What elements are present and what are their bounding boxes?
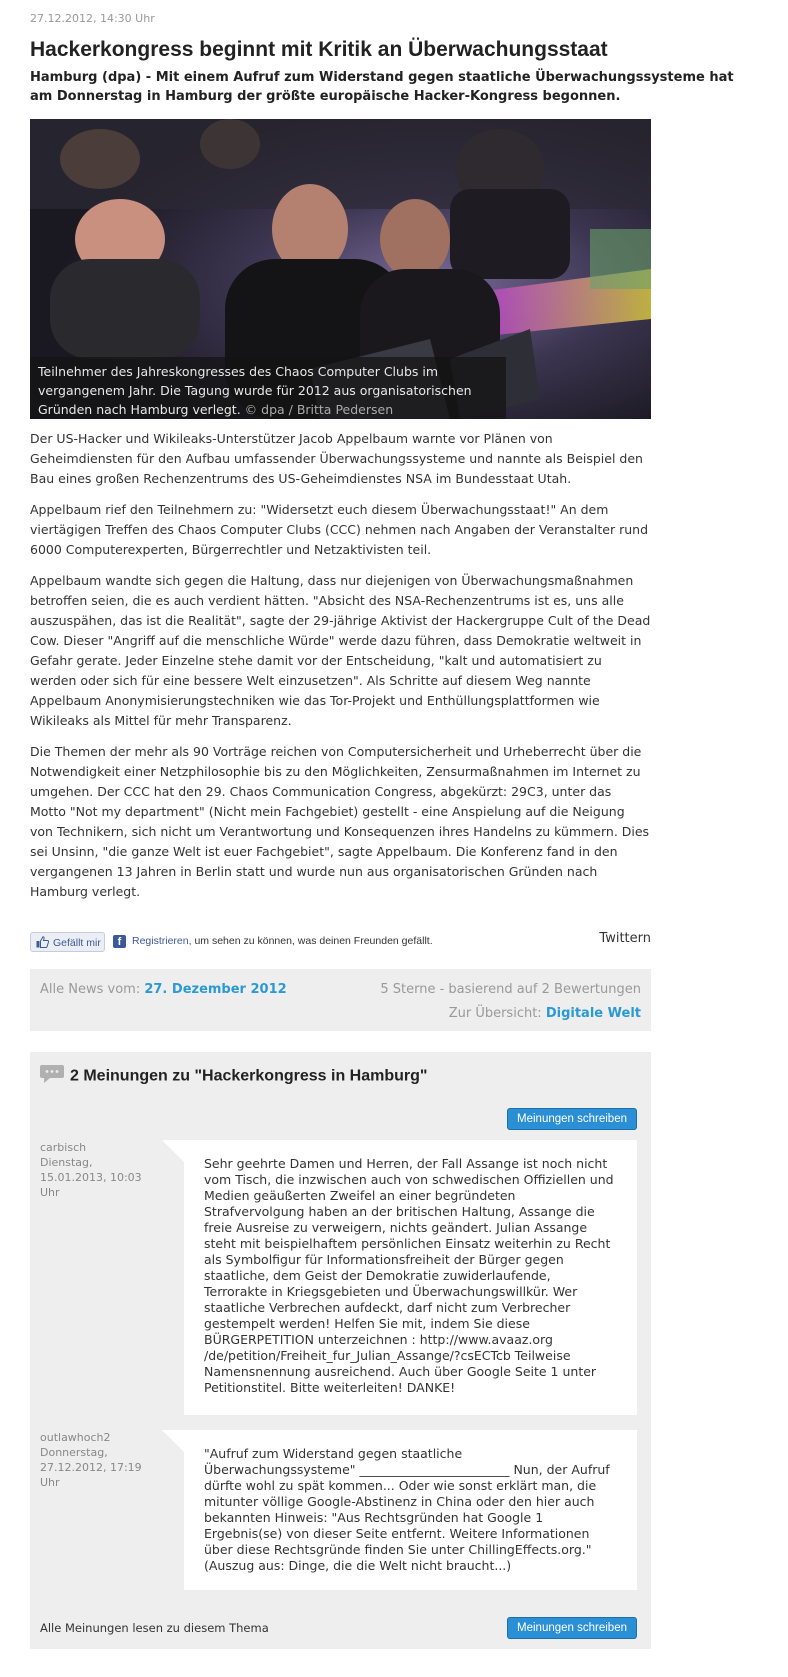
comment-day: Donnerstag, [40,1446,108,1459]
comment-datetime: 27.12.2012, 17:19 [40,1461,142,1474]
comment-pointer [162,1430,184,1452]
social-bar [30,930,651,954]
article-meta-box [30,969,651,1031]
facebook-icon: f [113,935,126,948]
article-lead: Hamburg (dpa) - Mit einem Aufruf zum Widerstand gegen staatliche Überwachungssysteme hat am Donnerstag in Hamburg der größte europäische Hacker-Kongress begonnen. [30,70,734,104]
comment-author[interactable]: outlawhoch2 [40,1431,111,1444]
article-paragraph: Die Themen der mehr als 90 Vorträge reichen von Computersicherheit und Urheberrecht über die Notwendigkeit einer Netzphilosophie bis zu den Möglichkeiten, Zensurmaßnahmen im Internet zu umgehen. Der CCC hat den 29. Chaos Communication Congress, abgekürzt: 29C3, unter das Motto "Not my department" (Nicht mein Fachgebiet) gestellt - eine Anspielung auf die Neigung von Technikern, sich nicht um Verantwortung und Konsequenzen ihres Handelns zu kümmern. Dies sei Unsinn, "die ganze Welt ist euer Fachgebiet", sagte Appelbaum. Die Konferenz fand in den vergangenen 13 Jahren in Berlin statt und wurde nun aus organisatorischen Gründen nach Hamburg verlegt. [30,744,650,899]
like-label: Gefällt mir [53,937,101,949]
comment-text: "Aufruf zum Widerstand gegen staatliche Überwachungssysteme" ________________________ Nun, der Aufruf dürfte wohl zu spät kommen... Oder wie sonst erklärt man, die mitunter völlige Google-Abstinenz in China oder den hier auch bekannten Hinweis: "Aus Rechtsgründen hat Google 1 Ergebnis(se) von dieser Seite entfernt. Weitere Informationen über diese Rechtsgründe finden Sie unter ChillingEffects.org." (Auszug aus: Dinge, die die Welt nicht braucht...) [204,1446,610,1573]
comment-text-box [184,1140,637,1415]
comment-time-suffix: Uhr [40,1476,60,1489]
comment-pointer [162,1140,184,1162]
comment-author[interactable]: carbisch [40,1141,87,1154]
photo-caption [30,357,506,419]
article-body [30,429,651,913]
facebook-like-button[interactable] [30,932,105,952]
thumbs-up-icon [36,936,49,948]
article-paragraph: Der US-Hacker und Wikileaks-Unterstützer Jacob Appelbaum warnte vor Plänen von Geheimdiensten für den Aufbau umfassender Überwachungssysteme und nannte als Beispiel den Bau eines großen Rechenzentrums des US-Geheimdienstes NSA im Bundesstaat Utah. [30,431,643,486]
news-archive-label: Alle News vom: [40,982,141,997]
comment-day: Dienstag, [40,1156,93,1169]
photo-credit: © dpa / Britta Pedersen [244,402,394,417]
news-archive [40,982,287,997]
comment-datetime: 15.01.2013, 10:03 [40,1171,142,1184]
caption-text: Teilnehmer des Jahreskongresses des Chaos Computer Clubs im vergangenem Jahr. Die Tagung wurde für 2012 aus organisatorischen Gründen nach Hamburg verlegt. [38,364,472,417]
comment-text: Sehr geehrte Damen und Herren, der Fall Assange ist noch nicht vom Tisch, die inzwischen auch von schwedischen Offiziellen und Medien geäußerten Zweifel an einer begründeten Strafvervolgung haben an der britischen Haltung, Assange die freie Ausreise zu verweigern, nichts geändert. Julian Assange steht mit beispielhaftem persönlichen Einsatz weiterhin zu Recht als Symbolfigur für Informationsfreiheit der Bürger gegen staatliche, dem Geist der Demokratie zuwiderlaufende, Terrorakte in Kriegsgebieten und Überwachungswillkür. Wer staatliche Verbrechen aufdeckt, darf nicht zum Verbrecher gestempelt werden! Helfen Sie mit, indem Sie diese BÜRGERPETITION unterzeichnen : http://www.avaaz.org /de/petition/Freiheit_fur_Julian_Assange/?csECTcb Teilweise Namensnennung ausreichend. Auch über Google Seite 1 unter Petitionstitel. Bitte weiterleiten! DANKE! [204,1156,614,1395]
overview-link-row [449,1006,641,1021]
article-paragraph: Appelbaum rief den Teilnehmern zu: "Widersetzt euch diesem Überwachungsstaat!" An dem viertägigen Treffen des Chaos Computer Clubs (CCC) nehmen nach Angaben der Veranstalter rund 6000 Computerexperten, Bürgerrechtler und Netzaktivisten teil. [30,502,648,557]
comments-section [30,1052,651,1649]
overview-label: Zur Übersicht: [448,1006,542,1021]
comment-meta [40,1430,160,1490]
write-comment-button-top[interactable]: Meinungen schreiben [507,1108,637,1130]
facebook-signup-text [132,935,433,947]
comment-text-box [184,1430,637,1590]
article-photo[interactable] [30,119,651,419]
facebook-signup-hint: um sehen zu können, was deinen Freunden gefällt. [191,935,433,947]
comments-title: 2 Meinungen zu "Hackerkongress in Hamburg" [70,1067,428,1085]
facebook-register-link[interactable]: Registrieren, [132,935,192,947]
article-headline: Hackerkongress beginnt mit Kritik an Überwachungsstaat [30,38,608,61]
overview-category-link[interactable]: Digitale Welt [545,1006,641,1021]
article-paragraph: Appelbaum wandte sich gegen die Haltung, dass nur diejenigen von Überwachungsmaßnahmen betroffen seien, die es auch verdient hätten. "Absicht des NSA-Rechenzentrums ist es, uns alle auszuspähen, das ist die Realität", sagte der 29-jährige Aktivist der Hackergruppe Cult of the Dead Cow. Dieser "Angriff auf die menschliche Würde" werde dazu führen, dass Demokratie weltweit in Gefahr gerate. Jeder Einzelne stehe damit vor der Entscheidung, "kalt und automatisiert zu werden oder sich für eine bessere Welt einzusetzen". Als Schritte auf diesem Weg nannte Appelbaum Anonymisierungstechniken wie das Tor-Projekt und Enthüllungsplattformen wie Wikileaks als Mittel für mehr Transparenz. [30,573,651,728]
speech-bubble-icon [40,1065,64,1088]
news-archive-date-link[interactable]: 27. Dezember 2012 [144,982,287,997]
comment-meta [40,1140,160,1200]
write-comment-button-bottom[interactable]: Meinungen schreiben [507,1617,637,1639]
all-comments-link[interactable]: Alle Meinungen lesen zu diesem Thema [40,1621,269,1635]
comment-time-suffix: Uhr [40,1186,60,1199]
twitter-share-button[interactable]: Twittern [599,931,651,946]
rating-summary: 5 Sterne - basierend auf 2 Bewertungen [380,982,641,997]
article-date: 27.12.2012, 14:30 Uhr [30,12,155,25]
comments-heading [40,1065,427,1088]
